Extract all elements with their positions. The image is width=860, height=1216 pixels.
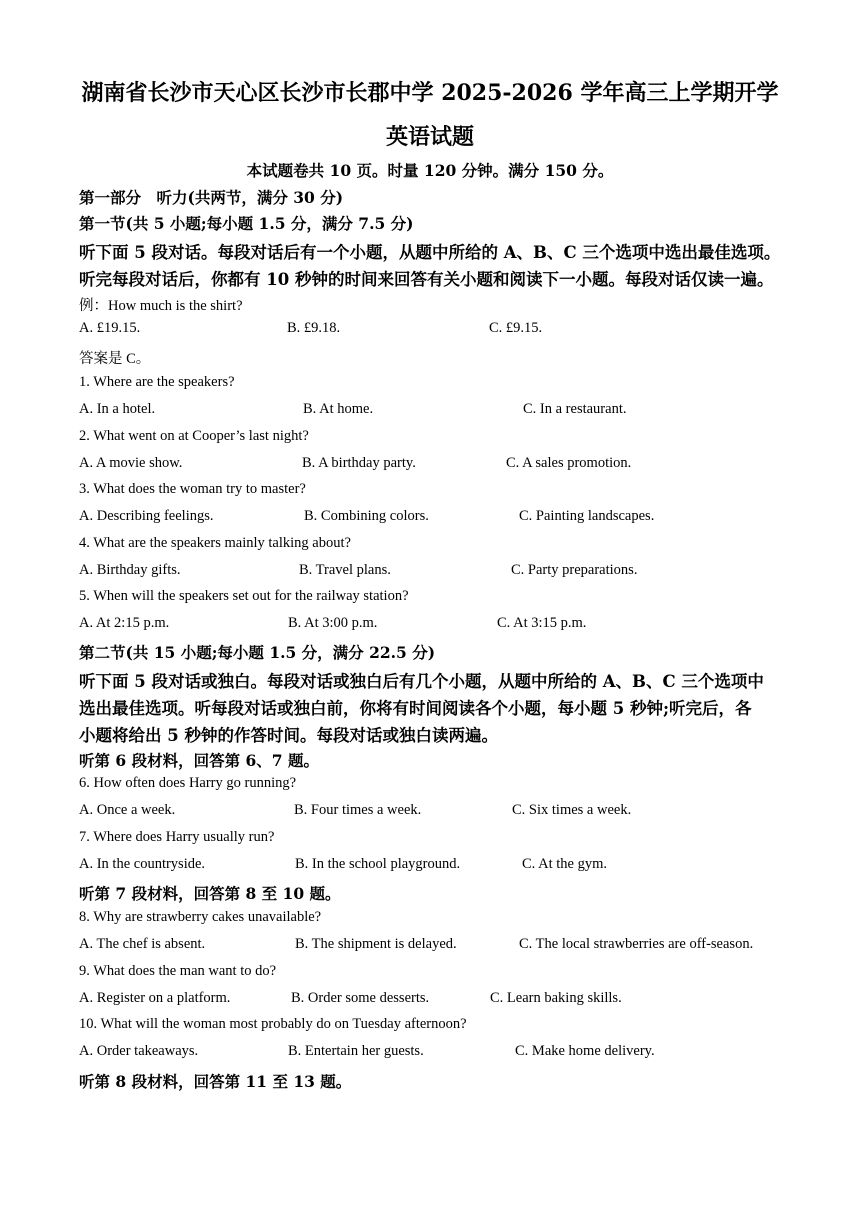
- example-option-a: A. £19.15.: [79, 320, 141, 336]
- question-4-option-b: B. Travel plans.: [299, 562, 391, 578]
- question-7: 7. Where does Harry usually run?: [79, 829, 275, 845]
- question-1-option-a: A. In a hotel.: [79, 401, 156, 417]
- question-9-option-c: C. Learn baking skills.: [490, 990, 622, 1006]
- section2-instructions-line1: 听下面 5 段对话或独白。每段对话或独白后有几个小题，从题中所给的 A、B、C 三个选项中: [79, 672, 764, 691]
- question-5: 5. When will the speakers set out for the railway station?: [79, 588, 409, 604]
- question-2: 2. What went on at Cooper’s last night?: [79, 428, 309, 444]
- question-1: 1. Where are the speakers?: [79, 374, 235, 390]
- question-2-option-c: C. A sales promotion.: [506, 455, 632, 471]
- question-9-option-a: A. Register on a platform.: [79, 990, 231, 1006]
- question-5-option-a: A. At 2:15 p.m.: [79, 615, 170, 631]
- exam-title: 湖南省长沙市天心区长沙市长郡中学 2025-2026 学年高三上学期开学: [81, 80, 779, 106]
- question-10: 10. What will the woman most probably do on Tuesday afternoon?: [79, 1016, 467, 1032]
- question-6-option-c: C. Six times a week.: [512, 802, 632, 818]
- question-1-option-b: B. At home.: [303, 401, 374, 417]
- question-8-option-b: B. The shipment is delayed.: [295, 936, 457, 952]
- question-5-option-c: C. At 3:15 p.m.: [497, 615, 587, 631]
- exam-subtitle: 英语试题: [385, 124, 474, 150]
- question-3: 3. What does the woman try to master?: [79, 481, 306, 497]
- question-4-option-a: A. Birthday gifts.: [79, 562, 181, 578]
- question-7-option-a: A. In the countryside.: [79, 856, 206, 872]
- question-2-option-a: A. A movie show.: [79, 455, 183, 471]
- question-8-option-a: A. The chef is absent.: [79, 936, 206, 952]
- question-3-option-b: B. Combining colors.: [304, 508, 429, 524]
- question-6-option-a: A. Once a week.: [79, 802, 176, 818]
- question-10-option-a: A. Order takeaways.: [79, 1043, 199, 1059]
- section2-instructions-line3: 小题将给出 5 秒钟的作答时间。每段对话或独白读两遍。: [79, 726, 498, 745]
- question-8-option-c: C. The local strawberries are off-season.: [519, 936, 754, 952]
- section1-instructions-line2: 听完每段对话后，你都有 10 秒钟的时间来回答有关小题和阅读下一小题。每段对话仅读一遍。: [79, 270, 774, 289]
- example-answer: 答案是 C。: [79, 351, 151, 367]
- question-2-option-b: B. A birthday party.: [302, 455, 416, 471]
- question-10-option-c: C. Make home delivery.: [515, 1043, 655, 1059]
- material-6-heading: 听第 6 段材料，回答第 6、7 题。: [79, 751, 319, 770]
- example-option-b: B. £9.18.: [287, 320, 341, 336]
- question-3-option-a: A. Describing feelings.: [79, 508, 214, 524]
- question-1-option-c: C. In a restaurant.: [523, 401, 627, 417]
- question-6: 6. How often does Harry go running?: [79, 775, 297, 791]
- exam-intro: 本试题卷共 10 页。时量 120 分钟。满分 150 分。: [246, 161, 614, 180]
- section1-instructions-line1: 听下面 5 段对话。每段对话后有一个小题，从题中所给的 A、B、C 三个选项中选出最佳选项。: [79, 243, 781, 262]
- section2-heading: 第二节(共 15 小题;每小题 1.5 分，满分 22.5 分): [79, 643, 436, 662]
- question-9: 9. What does the man want to do?: [79, 963, 277, 979]
- material-8-heading: 听第 8 段材料，回答第 11 至 13 题。: [79, 1072, 352, 1091]
- question-10-option-b: B. Entertain her guests.: [288, 1043, 424, 1059]
- material-7-heading: 听第 7 段材料，回答第 8 至 10 题。: [79, 884, 341, 903]
- part-heading: 第一部分 听力(共两节，满分 30 分): [79, 188, 344, 207]
- question-9-option-b: B. Order some desserts.: [291, 990, 430, 1006]
- question-4: 4. What are the speakers mainly talking about?: [79, 535, 351, 551]
- example-question: 例：How much is the shirt?: [79, 298, 243, 314]
- question-7-option-b: B. In the school playground.: [295, 856, 461, 872]
- example-option-c: C. £9.15.: [489, 320, 543, 336]
- section2-instructions-line2: 选出最佳选项。听每段对话或独白前，你将有时间阅读各个小题，每小题 5 秒钟;听完后，各: [79, 699, 752, 718]
- question-8: 8. Why are strawberry cakes unavailable?: [79, 909, 322, 925]
- question-3-option-c: C. Painting landscapes.: [519, 508, 655, 524]
- question-5-option-b: B. At 3:00 p.m.: [288, 615, 378, 631]
- question-7-option-c: C. At the gym.: [522, 856, 607, 872]
- section1-heading: 第一节(共 5 小题;每小题 1.5 分，满分 7.5 分): [79, 214, 414, 233]
- question-6-option-b: B. Four times a week.: [294, 802, 422, 818]
- question-4-option-c: C. Party preparations.: [511, 562, 638, 578]
